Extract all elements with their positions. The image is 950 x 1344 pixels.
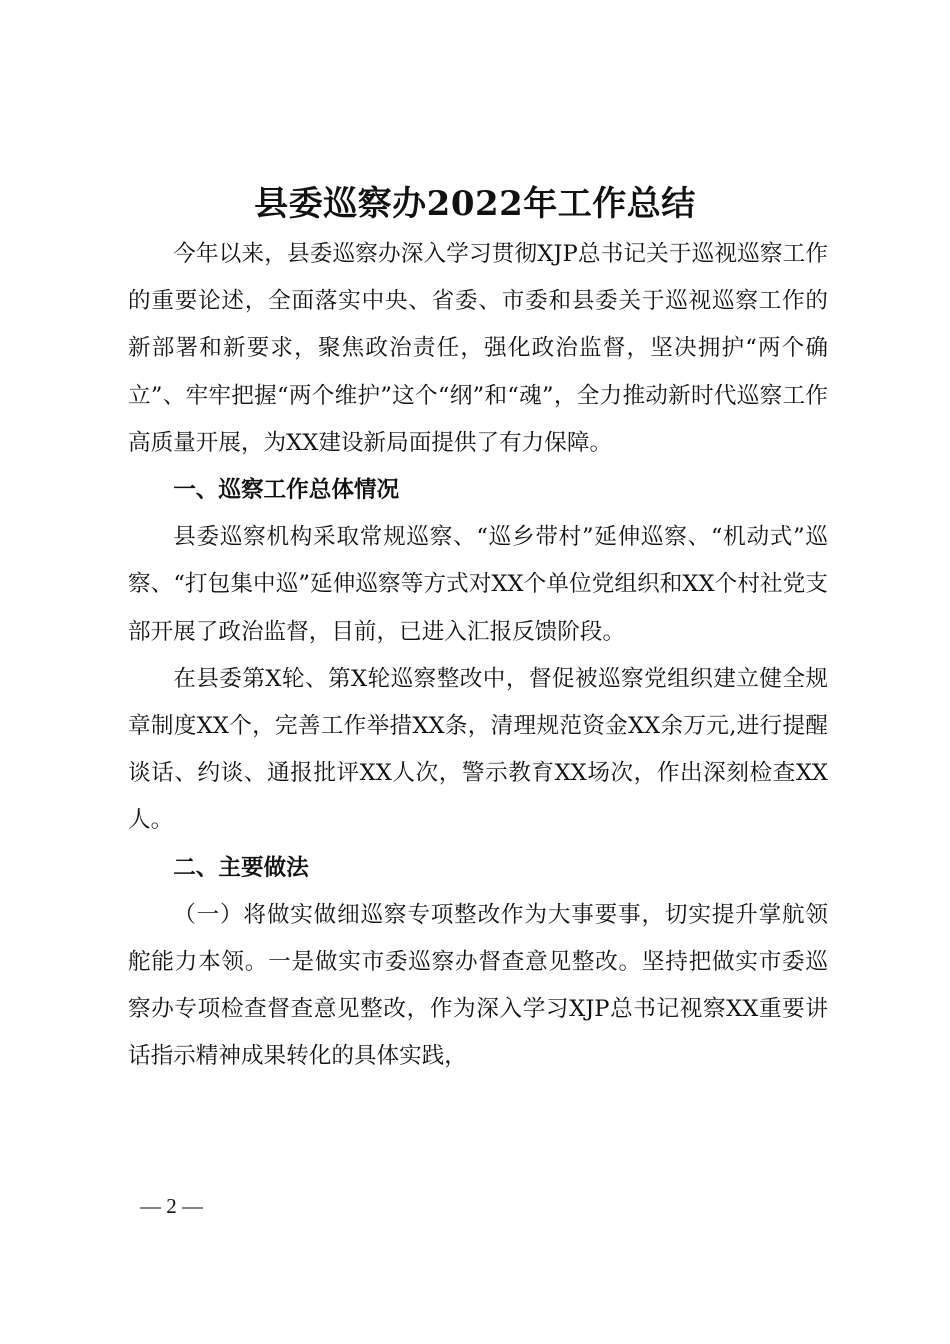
document-body (128, 231, 828, 1081)
body-paragraph: 在县委第X轮、第X轮巡察整改中，督促被巡察党组织建立健全规章制度XX个，完善工作举措XX条，清理规范资金XX余万元,进行提醒谈话、约谈、通报批评XX人次，警示教育XX场次，作出深刻检查XX人。 (128, 665, 828, 834)
section-heading-2: 二、主要做法 (173, 854, 309, 881)
section-heading-1: 一、巡察工作总体情况 (173, 477, 400, 504)
body-paragraph: 县委巡察机构采取常规巡察、“巡乡带村”延伸巡察、“机动式”巡察、“打包集中巡”延伸巡察等方式对XX个单位党组织和XX个村社党支部开展了政治监督，目前，已进入汇报反馈阶段。 (128, 524, 828, 645)
body-paragraph: （一）将做实做细巡察专项整改作为大事要事，切实提升掌航领舵能力本领。一是做实市委巡察办督查意见整改。坚持把做实市委巡察办专项检查督查意见整改，作为深入学习XJP总书记视察XX重要讲话指示精神成果转化的具体实践， (128, 901, 828, 1070)
page-number: — 2 — (140, 1194, 203, 1218)
document-title: 县委巡察办2022年工作总结 (254, 184, 696, 224)
intro-paragraph: 今年以来，县委巡察办深入学习贯彻XJP总书记关于巡视巡察工作的重要论述，全面落实中央、省委、市委和县委关于巡视巡察工作的新部署和新要求，聚焦政治责任，强化政治监督，坚决拥护“两个确立”、牢牢把握“两个维护”这个“纲”和“魂”，全力推动新时代巡察工作高质量开展，为XX建设新局面提供了有力保障。 (128, 241, 828, 456)
